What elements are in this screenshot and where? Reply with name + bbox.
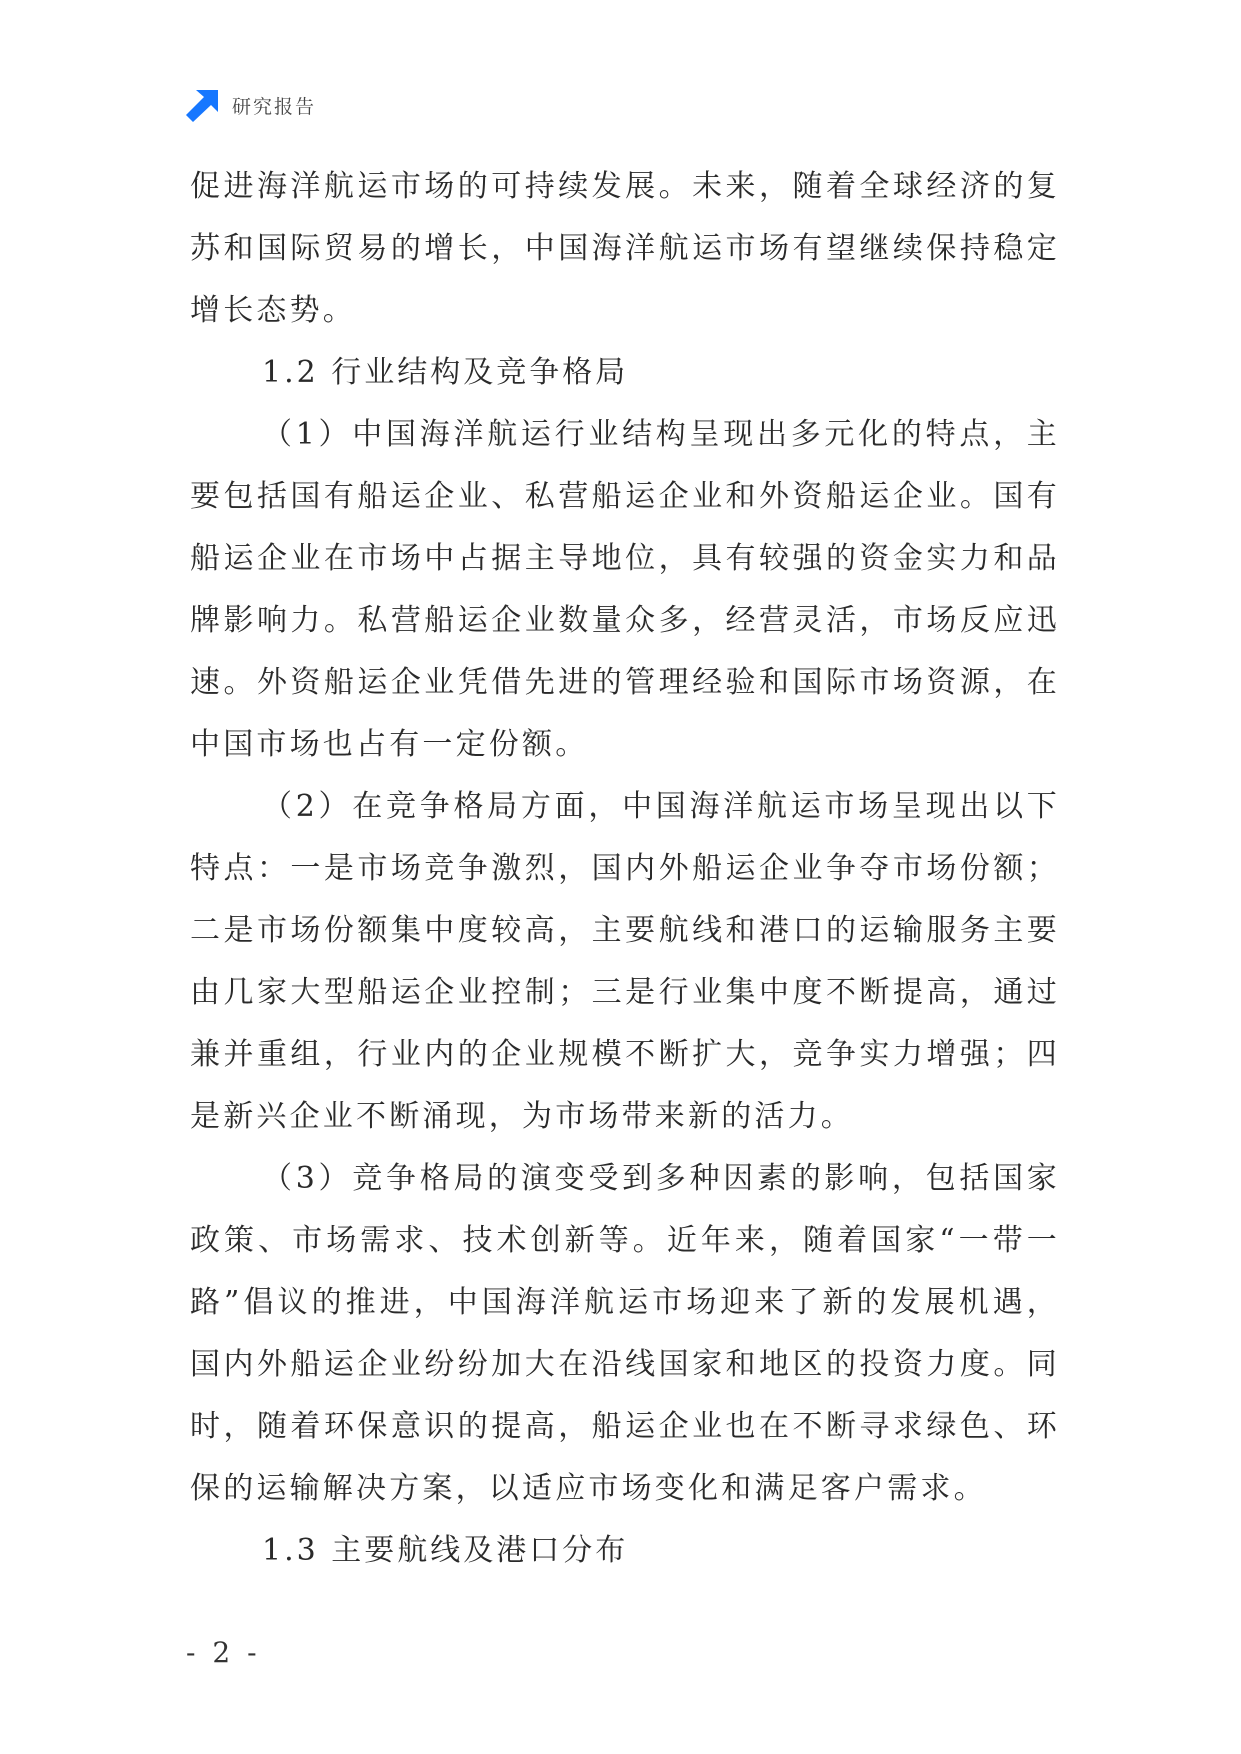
page-number: - 2 -: [186, 1636, 261, 1669]
report-label: 研究报告: [232, 95, 317, 118]
section-heading-1-2: 1.2 行业结构及竞争格局: [262, 355, 629, 390]
document-body: [190, 156, 1060, 1582]
paragraph-industry-structure: （1）中国海洋航运行业结构呈现出多元化的特点，主要包括国有船运企业、私营船运企业和外资船运企业。国有船运企业在市场中占据主导地位，具有较强的资金实力和品牌影响力。私营船运企业数量众多，经营灵活，市场反应迅速。外资船运企业凭借先进的管理经验和国际市场资源，在中国市场也占有一定份额。: [190, 417, 1060, 762]
document-header: [186, 88, 316, 122]
section-heading-1-3: 1.3 主要航线及港口分布: [262, 1533, 629, 1568]
paragraph-competition: （2）在竞争格局方面，中国海洋航运市场呈现出以下特点：一是市场竞争激烈，国内外船运企业争夺市场份额；二是市场份额集中度较高，主要航线和港口的运输服务主要由几家大型船运企业控制；三是行业集中度不断提高，通过兼并重组，行业内的企业规模不断扩大，竞争实力增强；四是新兴企业不断涌现，为市场带来新的活力。: [190, 789, 1060, 1134]
paragraph-intro: 促进海洋航运市场的可持续发展。未来，随着全球经济的复苏和国际贸易的增长，中国海洋航运市场有望继续保持稳定增长态势。: [190, 169, 1060, 328]
arrow-up-right-icon: [186, 88, 220, 122]
paragraph-competition-evolution: （3）竞争格局的演变受到多种因素的影响，包括国家政策、市场需求、技术创新等。近年来，随着国家“一带一路”倡议的推进，中国海洋航运市场迎来了新的发展机遇，国内外船运企业纷纷加大在沿线国家和地区的投资力度。同时，随着环保意识的提高，船运企业也在不断寻求绿色、环保的运输解决方案，以适应市场变化和满足客户需求。: [190, 1161, 1060, 1506]
